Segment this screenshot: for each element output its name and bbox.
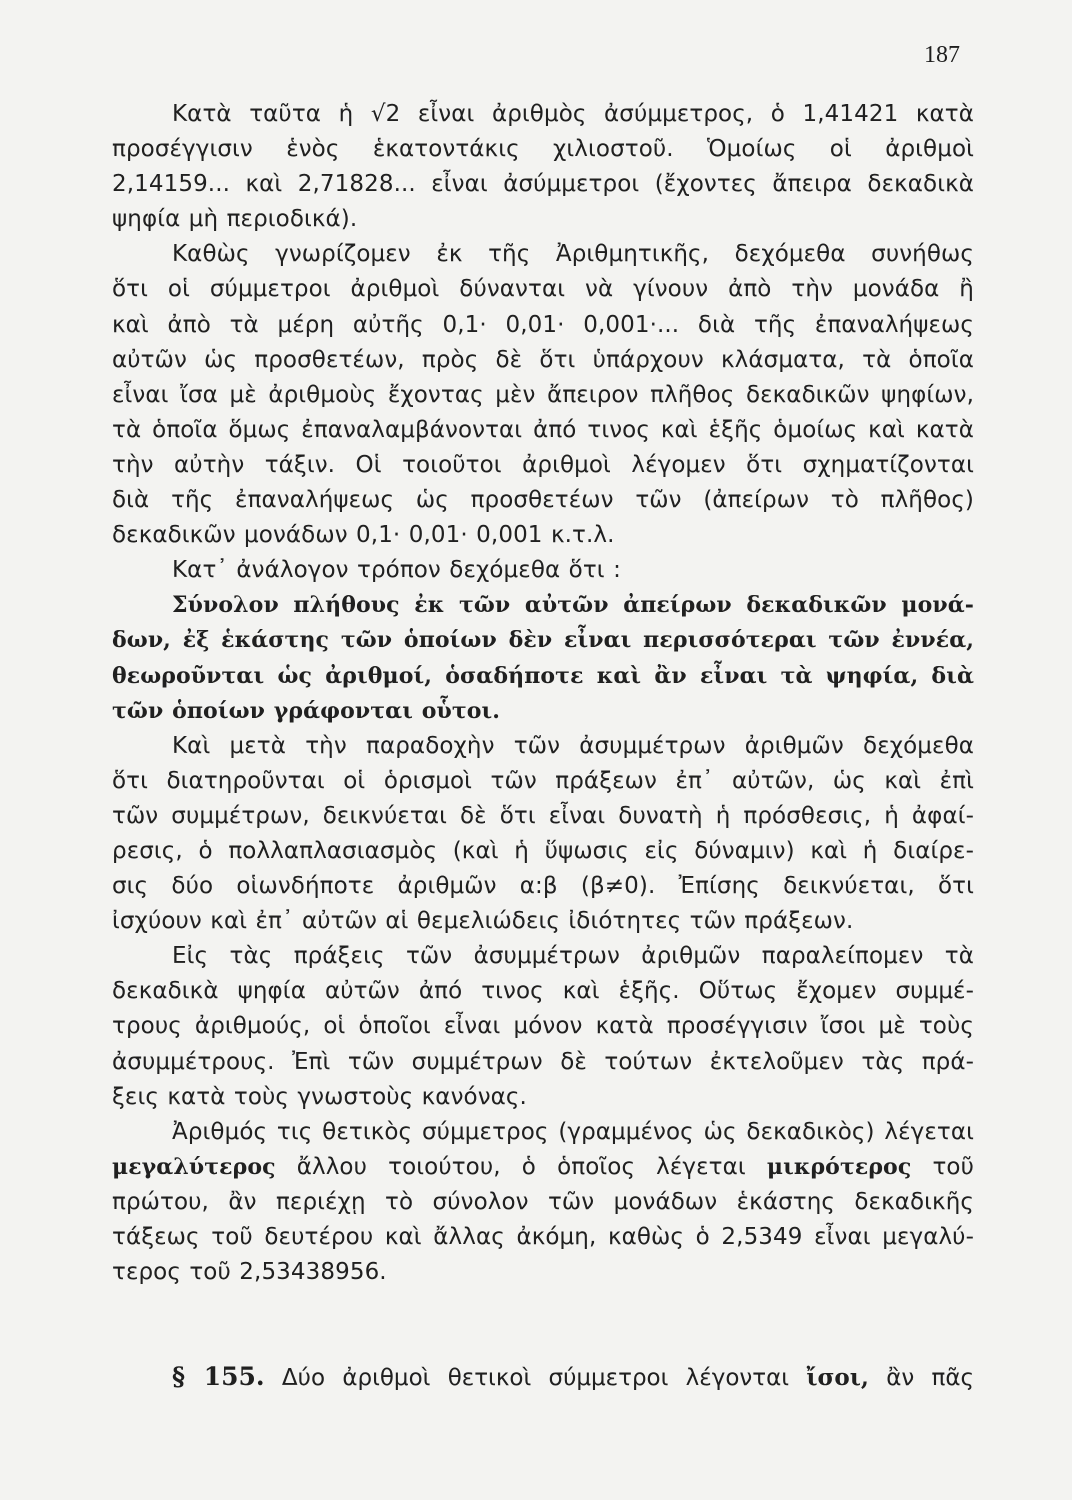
- text-line: τῶν ὁποίων γράφονται οὗτοι.: [112, 697, 501, 724]
- text-line: δων, ἐξ ἑκάστης τῶν ὁποίων δὲν εἶναι περισσότεραι τῶν ἐννέα,: [112, 627, 974, 654]
- text-line: δεκαδικῶν μονάδων 0,1· 0,01· 0,001 κ.τ.λ.: [112, 522, 615, 549]
- page-body: [112, 97, 974, 1290]
- text-line: δεκαδικὰ ψηφία αὐτῶν ἀπό τινος καὶ ἑξῆς. Οὕτως ἔχομεν συμμέ-: [112, 978, 974, 1005]
- paragraph-approximation: [112, 939, 974, 1114]
- text-line: αὐτῶν ὡς προσθετέων, πρὸς δὲ ὅτι ὑπάρχουν κλάσματα, τὰ ὁποῖα: [112, 346, 974, 373]
- text-line: ξεις κατὰ τοὺς γνωστοὺς κανόνας.: [112, 1083, 527, 1110]
- text-line: τὴν αὐτὴν τάξιν. Οἱ τοιοῦτοι ἀριθμοὶ λέγομεν ὅτι σχηματίζονται: [112, 451, 974, 478]
- section-number: § 155.: [172, 1362, 265, 1391]
- paragraph-analogy-intro: [112, 553, 974, 588]
- text-line: Καὶ μετὰ τὴν παραδοχὴν τῶν ἀσυμμέτρων ἀριθμῶν δεχόμεθα: [172, 732, 974, 759]
- text-line: εἶναι ἴσα μὲ ἀριθμοὺς ἔχοντας μὲν ἄπειρον πλῆθος δεκαδικῶν ψηφίων,: [112, 381, 974, 408]
- emphasized-term: μεγαλύτερος: [112, 1153, 276, 1180]
- emphasized-term: μικρότερος: [766, 1153, 912, 1180]
- text-line: Κατ᾽ ἀνάλογον τρόπον δεχόμεθα ὅτι :: [172, 557, 621, 584]
- paragraph-irrational-examples: [112, 97, 974, 237]
- text-line: Εἰς τὰς πράξεις τῶν ἀσυμμέτρων ἀριθμῶν παραλείπομεν τὰ: [172, 943, 974, 970]
- text-line: τάξεως τοῦ δευτέρου καὶ ἄλλας ἀκόμη, καθὼς ὁ 2,5349 εἶναι μεγαλύ-: [112, 1224, 974, 1250]
- text-line: ἀσυμμέτρους. Ἐπὶ τῶν συμμέτρων δὲ τούτων ἐκτελοῦμεν τὰς πρά-: [112, 1048, 974, 1075]
- text-line: ψηφία μὴ περιοδικά).: [112, 206, 358, 233]
- text-line: διὰ τῆς ἐπαναλήψεως ὡς προσθετέων τῶν (ἀπείρων τὸ πλῆθος): [112, 487, 974, 514]
- text-line: πρώτου, ἂν περιέχῃ τὸ σύνολον τῶν μονάδων ἑκάστης δεκαδικῆς: [112, 1188, 974, 1215]
- paragraph-comparison: [112, 1115, 974, 1290]
- text-line: τρους ἀριθμούς, οἱ ὁποῖοι εἶναι μόνον κατὰ προσέγγισιν ἴσοι μὲ τοὺς: [112, 1013, 974, 1040]
- text-line: προσέγγισιν ἑνὸς ἑκατοντάκις χιλιοστοῦ. Ὁμοίως οἱ ἀριθμοὶ: [112, 136, 974, 163]
- text-line: τερος τοῦ 2,53438956.: [112, 1259, 387, 1286]
- text-line: Ἀριθμός τις θετικὸς σύμμετρος (γραμμένος ὡς δεκαδικὸς) λέγεται: [172, 1118, 974, 1145]
- paragraph-rational-numbers: [112, 237, 974, 553]
- section-bold-word: ἴσοι,: [806, 1364, 869, 1391]
- section-155-heading-line: [172, 1362, 974, 1391]
- text-line: Σύνολον πλήθους ἐκ τῶν αὐτῶν ἀπείρων δεκαδικῶν μονά-: [172, 592, 974, 619]
- text-line: θεωροῦνται ὡς ἀριθμοί, ὁσαδήποτε καὶ ἂν εἶναι τὰ ψηφία, διὰ: [112, 662, 974, 689]
- text-line: Καθὼς γνωρίζομεν ἐκ τῆς Ἀριθμητικῆς, δεχόμεθα συνήθως: [172, 241, 974, 268]
- text-line: ὅτι οἱ σύμμετροι ἀριθμοὶ δύνανται νὰ γίνουν ἀπὸ τὴν μονάδα ἢ: [112, 276, 974, 303]
- section-text-before: Δύο ἀριθμοὶ θετικοὶ σύμμετροι λέγονται: [281, 1365, 790, 1391]
- text-line: ὅτι διατηροῦνται οἱ ὁρισμοὶ τῶν πράξεων ἐπ᾽ αὐτῶν, ὡς καὶ ἐπὶ: [112, 767, 974, 794]
- text-line: καὶ ἀπὸ τὰ μέρη αὐτῆς 0,1· 0,01· 0,001·... διὰ τῆς ἐπαναλήψεως: [112, 311, 974, 338]
- text-line: τὰ ὁποῖα ὅμως ἐπαναλαμβάνονται ἀπό τινος καὶ ἑξῆς ὁμοίως καὶ κατὰ: [112, 416, 974, 443]
- text-line: ἰσχύουν καὶ ἐπ᾽ αὐτῶν αἱ θεμελιώδεις ἰδιότητες τῶν πράξεων.: [112, 908, 854, 935]
- text-line: 2,14159... καὶ 2,71828... εἶναι ἀσύμμετροι (ἔχοντες ἄπειρα δεκαδικὰ: [112, 171, 974, 198]
- paragraph-operations: [112, 729, 974, 940]
- text-line: μεγαλύτερος ἄλλου τοιούτου, ὁ ὁποῖος λέγεται μικρότερος τοῦ: [112, 1153, 974, 1180]
- text-line: τῶν συμμέτρων, δεικνύεται δὲ ὅτι εἶναι δυνατὴ ἡ πρόσθεσις, ἡ ἀφαί-: [112, 802, 974, 829]
- text-line: Κατὰ ταῦτα ἡ √2 εἶναι ἀριθμὸς ἀσύμμετρος, ὁ 1,41421 κατὰ: [172, 101, 974, 127]
- text-line-with-emphasis: [112, 1150, 974, 1185]
- paragraph-definition-bold: [112, 588, 974, 728]
- section-text-after: ἂν πᾶς: [886, 1365, 974, 1391]
- text-line: ρεσις, ὁ πολλαπλασιασμὸς (καὶ ἡ ὕψωσις εἰς δύναμιν) καὶ ἡ διαίρε-: [112, 837, 974, 864]
- page-number: 187: [924, 42, 960, 68]
- text-line: σις δύο οἱωνδήποτε ἀριθμῶν α:β (β≠0). Ἐπίσης δεικνύεται, ὅτι: [112, 873, 974, 900]
